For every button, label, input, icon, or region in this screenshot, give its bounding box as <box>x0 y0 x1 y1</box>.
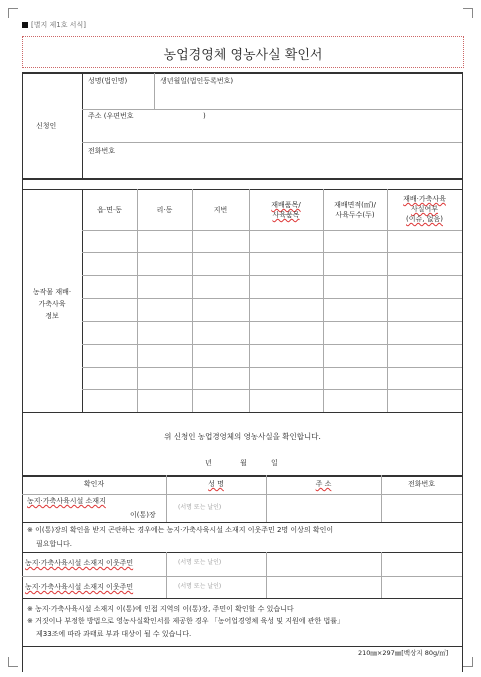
farm-col-header: 재배면적(㎡)/ 사육두수(두) <box>334 201 376 219</box>
table-right-border <box>462 72 463 672</box>
farm-col-header: 지번 <box>213 206 228 214</box>
name-label: 성명(법인명) <box>88 77 128 85</box>
note-line: 제33조에 따라 과태료 부과 대상이 될 수 있습니다. <box>36 630 192 638</box>
farm-col-header: 재배·가축사육 사실여부 (이슈, 없음) <box>403 195 446 223</box>
page-title: 농업경영체 영농사실 확인서 <box>163 48 323 63</box>
form-tag-square <box>22 22 28 28</box>
applicant-row-line <box>82 109 462 110</box>
date-day: 일 <box>271 459 278 467</box>
applicant-divider <box>82 72 83 178</box>
neighbor-col-divider <box>266 552 267 598</box>
farm-col-divider <box>249 189 250 412</box>
farm-row-line <box>82 275 462 276</box>
form-tag: [별지 제1호 서식] <box>31 21 86 29</box>
applicant-section-label: 신청인 <box>36 122 57 130</box>
farm-col-divider <box>323 189 324 412</box>
phone-label: 전화번호 <box>88 147 116 155</box>
neighbor-row-line <box>22 576 462 577</box>
neighbor-label: 농지·가축사육시설 소재지 이웃주민 <box>25 559 134 567</box>
neighbor1-phone-field[interactable] <box>383 554 460 574</box>
farm-row-line <box>82 252 462 253</box>
table-top-border <box>22 72 463 74</box>
neighbor2-phone-field[interactable] <box>383 578 460 597</box>
crop-mark <box>8 666 18 667</box>
neighbor-col-divider <box>166 552 167 598</box>
mid-note: 필요합니다. <box>36 540 73 548</box>
address-close: ) <box>203 112 206 120</box>
address-field[interactable] <box>86 124 458 140</box>
neighbor2-address-field[interactable] <box>268 578 379 597</box>
paper-spec: 210㎜×297㎜[백상지 80g/㎡] <box>358 649 449 657</box>
declaration-text: 위 신청인 농업경영체의 영농사실을 확인합니다. <box>164 432 321 441</box>
farm-col-header: 읍·면·동 <box>97 206 122 214</box>
farm-col-divider <box>192 189 193 412</box>
confirm-header: 성 명 <box>208 480 224 488</box>
sign-hint: (서명 또는 날인) <box>178 559 222 566</box>
neighbor-label: 농지·가축사육시설 소재지 이웃주민 <box>25 583 134 591</box>
confirmer-phone-field[interactable] <box>383 496 460 520</box>
farm-col-header: 리·동 <box>156 206 173 214</box>
sign-hint: (서명 또는 날인) <box>178 583 222 590</box>
phone-field[interactable] <box>86 158 458 174</box>
note-line: ※ 거짓이나 부정한 방법으로 영농사실확인서를 제공한 경우 「농어업경영체 육성 및 지원에 관한 법률」 <box>27 617 345 625</box>
section-separator <box>22 189 463 190</box>
confirm-top-border <box>22 475 463 477</box>
confirmer-label: 이(통)장 <box>130 511 156 519</box>
confirm-row-line <box>22 522 463 523</box>
confirmer-label: 농지·가축사육시설 소재지 <box>27 497 106 505</box>
birth-field[interactable] <box>158 90 458 106</box>
name-birth-divider <box>154 73 155 109</box>
crop-mark <box>463 666 473 667</box>
neighbor1-address-field[interactable] <box>268 554 379 574</box>
section-separator <box>22 178 463 180</box>
confirm-header: 확인자 <box>83 480 105 488</box>
farm-col-header: 재배품목/ 사육품목 <box>271 201 301 219</box>
applicant-row-line <box>82 142 462 143</box>
farm-row-line <box>82 344 462 345</box>
confirmer-address-field[interactable] <box>268 496 379 520</box>
crop-mark <box>8 8 18 9</box>
confirm-row-line <box>22 552 463 553</box>
farm-section-divider <box>82 189 83 412</box>
farm-row-line <box>82 321 462 322</box>
neighbor1-name-field[interactable] <box>168 554 264 574</box>
neighbor2-name-field[interactable] <box>168 578 264 597</box>
farm-section-label <box>22 286 82 322</box>
farm-header-line <box>82 230 462 231</box>
crop-mark <box>8 8 9 18</box>
farm-row-line <box>82 298 462 299</box>
table-left-border <box>22 72 23 672</box>
bottom-rule <box>22 646 463 647</box>
birth-label: 생년월일(법인등록번호) <box>160 77 234 85</box>
farm-section-label-line: 정보 <box>45 312 59 320</box>
date-month: 월 <box>240 459 247 467</box>
name-field[interactable] <box>86 90 152 106</box>
neighbor-col-divider <box>381 552 382 598</box>
date-year: 년 <box>205 459 212 467</box>
confirmer-name-field[interactable] <box>168 496 264 520</box>
farm-row-line <box>82 367 462 368</box>
confirm-header: 주 소 <box>315 480 332 488</box>
address-label: 주소 (우편번호 <box>88 112 134 120</box>
confirm-bottom-line <box>22 598 463 599</box>
crop-mark <box>463 8 473 9</box>
note-line: ※ 농지·가축사육시설 소재지 이(통)에 인접 지역의 이(통)장, 주민이 확인할 수 있습니다 <box>27 605 294 613</box>
crop-mark <box>472 8 473 18</box>
farm-col-divider <box>137 189 138 412</box>
mid-note: ※ 이(통)장의 확인을 받지 곤란하는 경우에는 농지·가축사육시설 소재지 이웃주민 2명 이상의 확인이 <box>27 526 334 534</box>
farm-section-label-line: 농작물 재배· <box>32 288 72 296</box>
sign-hint: (서명 또는 날인) <box>178 504 222 511</box>
confirm-header: 전화번호 <box>407 480 436 488</box>
farm-row-line <box>82 389 462 390</box>
farm-section-label-line: 가축사육 <box>38 300 66 308</box>
farm-bottom-line <box>22 412 463 413</box>
confirm-header-line <box>22 494 462 495</box>
